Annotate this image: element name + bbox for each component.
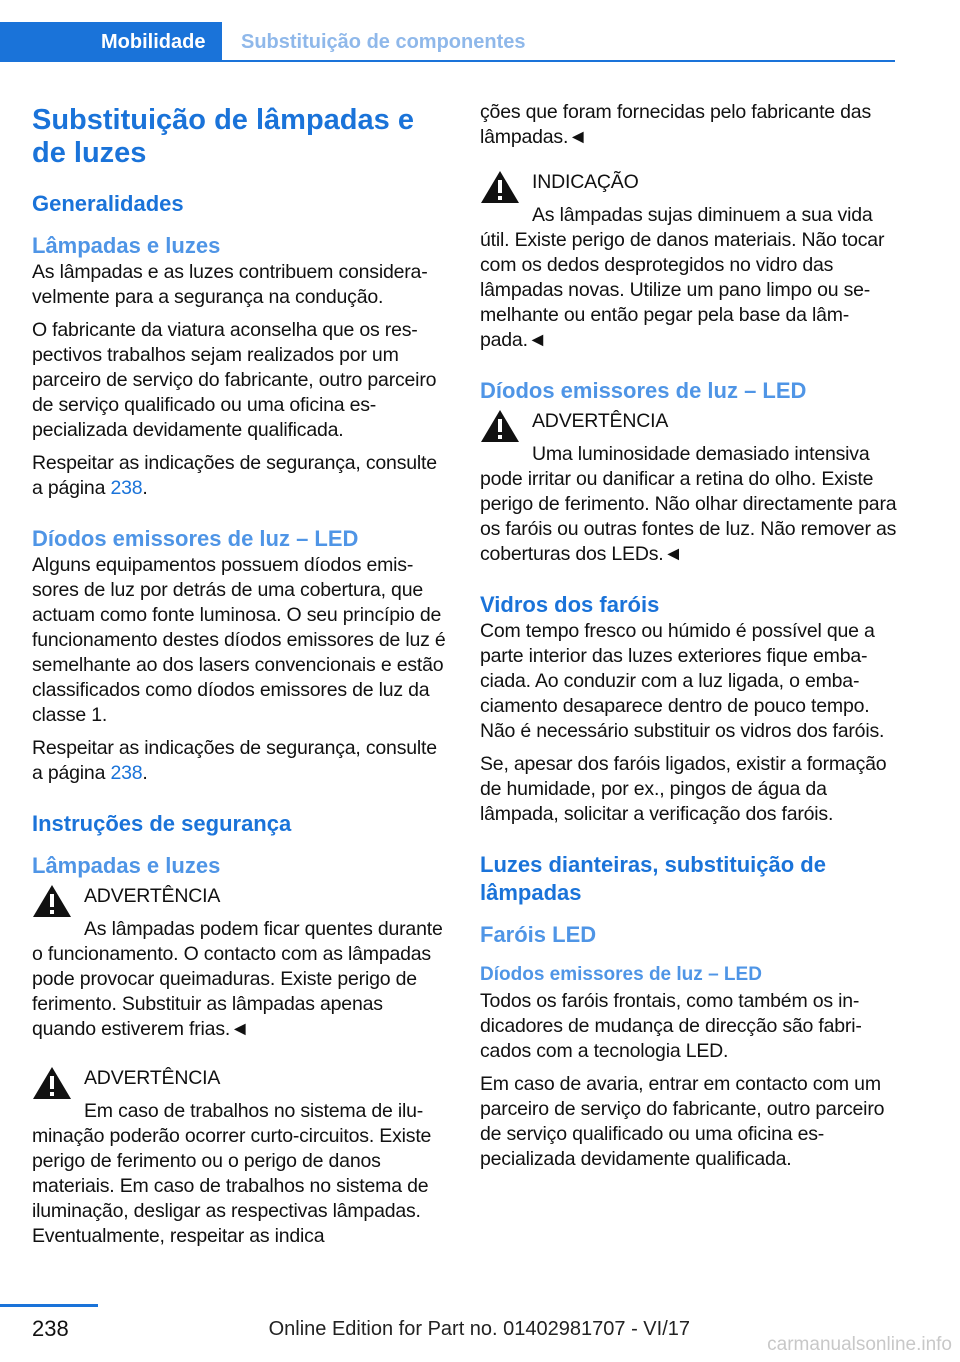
safety-subheading: Lâmpadas e luzes <box>32 853 221 878</box>
led-subheading: Díodos emissores de luz – LED <box>480 964 762 985</box>
safety-heading: Instruções de segurança <box>32 811 292 836</box>
watermark: carmanualsonline.info <box>767 1334 952 1355</box>
warning-block <box>32 1066 450 1249</box>
page-number: 238 <box>32 1316 69 1341</box>
paragraph <box>32 736 450 786</box>
glass-heading: Vidros dos faróis <box>480 592 660 617</box>
warning-title: ADVERTÊNCIA <box>84 885 221 907</box>
paragraph: Com tempo fresco ou húmido é possível que a parte interior das luzes exteriores fique embaciada. Ao conduzir com a luz ligada, o embaciamento desaparece dentro de pouco tempo. Não é necessário substituir os vidros dos faróis. <box>480 620 885 742</box>
edition-text: Online Edition for Part no. 01402981707 - VI/17 <box>268 1318 690 1340</box>
page-link[interactable]: 238 <box>110 477 143 499</box>
paragraph: Em caso de avaria, entrar em contacto com um parceiro de serviço do fabricante, outro parceiro de serviço qualificado ou uma oficina especializada devidamente qualificada. <box>480 1073 885 1170</box>
chapter-tab[interactable]: Substituição de componentes <box>241 31 526 53</box>
note-block <box>480 170 898 353</box>
general-heading: Generalidades <box>32 191 184 216</box>
paragraph-text: Respeitar as indicações de segurança, consulte a página <box>32 452 437 499</box>
section-tab[interactable]: Mobilidade <box>0 22 222 62</box>
paragraph: O fabricante da viatura aconselha que os respectivos trabalhos sejam realizados por um parceiro de serviço do fabricante, outro parceiro de serviço qualificado ou uma oficina especializada devidamente qualificada. <box>32 319 437 441</box>
header-divider <box>222 60 895 62</box>
warning-text: Uma luminosidade demasiado intensiva pode irritar ou danificar a retina do olho. Existe perigo de ferimento. Não olhar directamente para os faróis ou outras fontes de luz. Não remover as coberturas dos LEDs.◄ <box>480 443 897 565</box>
paragraph: Alguns equipamentos possuem díodos emissores de luz por detrás de uma cobertura, que actuam como fonte luminosa. O seu princípio de funcionamento destes díodos emissores de luz é semelhante ao dos lasers convencionais e estão classificados como díodos emissores de luz da classe 1. <box>32 554 446 726</box>
paragraph-text: Respeitar as indicações de segurança, consulte a página <box>32 737 437 784</box>
warning-block <box>32 884 450 1042</box>
note-title: INDICAÇÃO <box>532 171 639 193</box>
warning-triangle-icon <box>32 884 72 918</box>
warning-title: ADVERTÊNCIA <box>532 410 669 432</box>
paragraph: As lâmpadas e as luzes contribuem consideravelmente para a segurança na condução. <box>32 261 428 308</box>
footer-divider <box>0 1304 98 1307</box>
warning-text: As lâmpadas podem ficar quentes durante o funcionamento. O contacto com as lâmpadas pode provocar queimaduras. Existe perigo de ferimento. Substituir as lâmpadas apenas quando estiverem frias.◄ <box>32 918 443 1040</box>
right-column <box>480 100 898 1180</box>
led-heading: Díodos emissores de luz – LED <box>32 526 359 551</box>
paragraph: Todos os faróis frontais, como também os indicadores de mudança de direcção são fabricados com a tecnologia LED. <box>480 990 862 1062</box>
paragraph-end: . <box>142 477 148 499</box>
warning-triangle-icon <box>480 409 520 443</box>
paragraph-end: . <box>142 762 148 784</box>
warning-triangle-icon <box>480 170 520 204</box>
paragraph: Se, apesar dos faróis ligados, existir a formação de humidade, por ex., pingos de água da lâmpada, solicitar a verificação dos faróis. <box>480 753 887 825</box>
paragraph: ções que foram fornecidas pelo fabricante das lâmpadas.◄ <box>480 101 871 148</box>
bulbs-heading: Lâmpadas e luzes <box>32 233 221 258</box>
page-title: Substituição de lâmpadas e de luzes <box>32 104 414 169</box>
page-link[interactable]: 238 <box>110 762 143 784</box>
led-headlights-heading: Faróis LED <box>480 922 597 947</box>
paragraph <box>32 451 450 501</box>
warning-triangle-icon <box>32 1066 72 1100</box>
warning-title: ADVERTÊNCIA <box>84 1067 221 1089</box>
page-header <box>0 0 960 62</box>
warning-block <box>480 409 898 567</box>
led-heading: Díodos emissores de luz – LED <box>480 378 807 403</box>
warning-text: Em caso de trabalhos no sistema de iluminação poderão ocorrer curto-circuitos. Existe perigo de ferimento ou o perigo de danos materiais. Em caso de trabalhos no sistema de iluminação, desligar as respectivas lâmpadas. Eventualmente, respeitar as indica <box>32 1100 432 1247</box>
left-column <box>32 100 450 1273</box>
front-lights-heading: Luzes dianteiras, substituição de lâmpadas <box>480 852 826 905</box>
note-text: As lâmpadas sujas diminuem a sua vida útil. Existe perigo de danos materiais. Não tocar com os dedos desprotegidos no vidro das lâmpadas novas. Utilize um pano limpo ou semelhante ou então pegar pela base da lâmpada.◄ <box>480 204 885 351</box>
